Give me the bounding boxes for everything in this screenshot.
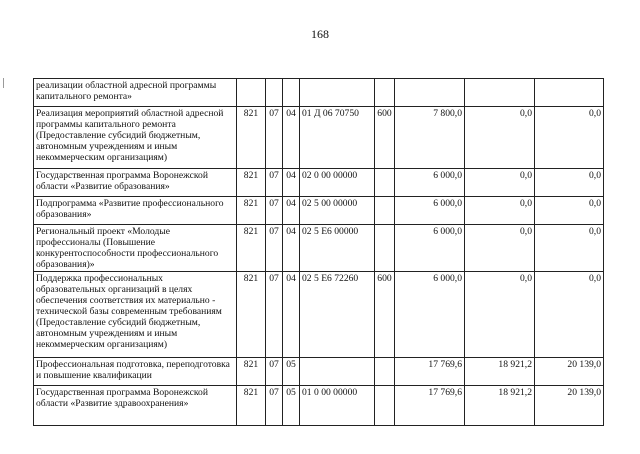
expense-type-code	[375, 79, 395, 107]
program-code: 02 0 00 00000	[300, 169, 375, 197]
amount-1: 17 769,6	[395, 386, 465, 426]
subsection-code: 04	[283, 197, 300, 225]
section-code: 07	[266, 107, 283, 169]
program-code: 01 0 00 00000	[300, 386, 375, 426]
expense-type-code: 600	[375, 107, 395, 169]
table-row	[34, 272, 604, 358]
amount-3: 0,0	[535, 225, 604, 272]
subsection-code: 04	[283, 107, 300, 169]
section-code	[266, 79, 283, 107]
ministry-code: 821	[237, 225, 266, 272]
table-row	[34, 107, 604, 169]
program-code: 02 5 00 00000	[300, 197, 375, 225]
amount-1	[395, 79, 465, 107]
expense-type-code	[375, 386, 395, 426]
section-code: 07	[266, 169, 283, 197]
table-row	[34, 225, 604, 272]
amount-2: 18 921,2	[465, 358, 535, 386]
row-name: Государственная программа Воронежской области «Развитие здравоохранения»	[34, 386, 237, 426]
program-code: 02 5 Е6 00000	[300, 225, 375, 272]
amount-2	[465, 79, 535, 107]
table-row	[34, 358, 604, 386]
ministry-code: 821	[237, 272, 266, 358]
ministry-code: 821	[237, 169, 266, 197]
amount-3: 0,0	[535, 107, 604, 169]
section-code: 07	[266, 197, 283, 225]
table-row	[34, 79, 604, 107]
ministry-code	[237, 79, 266, 107]
amount-3: 0,0	[535, 169, 604, 197]
amount-3: 20 139,0	[535, 386, 604, 426]
program-code: 02 5 Е6 72260	[300, 272, 375, 358]
amount-2: 0,0	[465, 225, 535, 272]
subsection-code	[283, 79, 300, 107]
amount-2: 18 921,2	[465, 386, 535, 426]
expense-type-code: 600	[375, 272, 395, 358]
amount-1: 6 000,0	[395, 197, 465, 225]
amount-1: 6 000,0	[395, 272, 465, 358]
section-code: 07	[266, 225, 283, 272]
expense-type-code	[375, 225, 395, 272]
amount-1: 7 800,0	[395, 107, 465, 169]
program-code: 01 Д 06 70750	[300, 107, 375, 169]
row-name: реализации областной адресной программы капитального ремонта»	[34, 79, 237, 107]
table-row	[34, 386, 604, 426]
row-name: Профессиональная подготовка, переподготовка и повышение квалификации	[34, 358, 237, 386]
amount-3	[535, 79, 604, 107]
page-number: 168	[311, 27, 329, 41]
row-name: Региональный проект «Молодые профессионалы (Повышение конкурентоспособности профессионального образования)»	[34, 225, 237, 272]
margin-mark	[3, 78, 4, 88]
subsection-code: 05	[283, 358, 300, 386]
budget-table	[33, 78, 604, 426]
subsection-code: 04	[283, 272, 300, 358]
amount-3: 0,0	[535, 272, 604, 358]
row-name: Подпрограмма «Развитие профессионального образования»	[34, 197, 237, 225]
amount-2: 0,0	[465, 107, 535, 169]
ministry-code: 821	[237, 386, 266, 426]
expense-type-code	[375, 169, 395, 197]
table-row	[34, 169, 604, 197]
subsection-code: 04	[283, 169, 300, 197]
program-code	[300, 358, 375, 386]
table-row	[34, 197, 604, 225]
section-code: 07	[266, 386, 283, 426]
expense-type-code	[375, 358, 395, 386]
section-code: 07	[266, 272, 283, 358]
amount-1: 6 000,0	[395, 225, 465, 272]
expense-type-code	[375, 197, 395, 225]
row-name: Государственная программа Воронежской области «Развитие образования»	[34, 169, 237, 197]
program-code	[300, 79, 375, 107]
ministry-code: 821	[237, 358, 266, 386]
subsection-code: 05	[283, 386, 300, 426]
ministry-code: 821	[237, 197, 266, 225]
row-name: Поддержка профессиональных образовательных организаций в целях обеспечения соответствия их материально - технической базы современным требованиям (Предоставление субсидий бюджетным, автономным учреждениям и иным некоммерческим организациям)	[34, 272, 237, 358]
amount-3: 0,0	[535, 197, 604, 225]
ministry-code: 821	[237, 107, 266, 169]
row-name: Реализация мероприятий областной адресной программы капитального ремонта (Предоставление субсидий бюджетным, автономным учреждениям и иным некоммерческим организациям)	[34, 107, 237, 169]
amount-2: 0,0	[465, 197, 535, 225]
amount-1: 17 769,6	[395, 358, 465, 386]
amount-1: 6 000,0	[395, 169, 465, 197]
section-code: 07	[266, 358, 283, 386]
amount-2: 0,0	[465, 169, 535, 197]
amount-2: 0,0	[465, 272, 535, 358]
amount-3: 20 139,0	[535, 358, 604, 386]
subsection-code: 04	[283, 225, 300, 272]
